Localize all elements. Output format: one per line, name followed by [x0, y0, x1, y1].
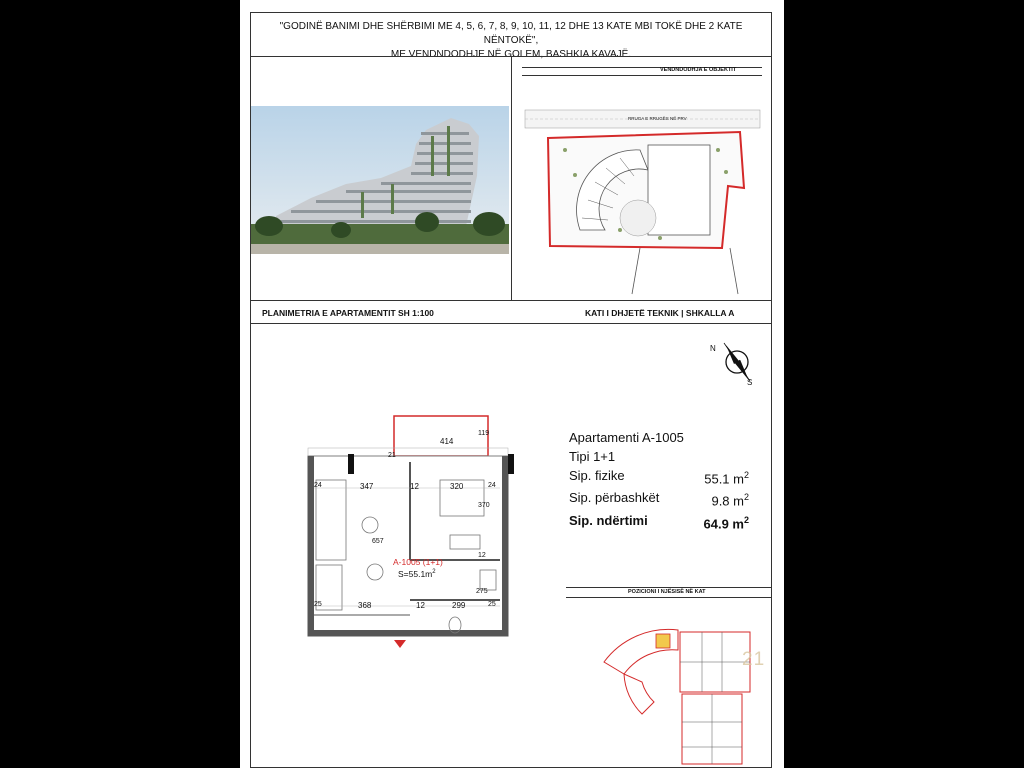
floor-plan-band-right: KATI I DHJETË TEKNIK | SHKALLA A	[585, 308, 735, 318]
area-label: Sip. fizike	[569, 468, 625, 483]
title-line-1: "GODINË BANIMI DHE SHËRBIMI ME 4, 5, 6, 7, 8, 9, 10, 11, 12 DHE 13 KATE MBI TOKË DHE 2 KATE NËNTOKË",	[279, 21, 743, 46]
site-plan-title: VENDNDODHJA E OBJEKTIT	[660, 67, 737, 73]
area-row-shared	[569, 488, 749, 510]
site-plan-bottom-rule	[522, 75, 762, 76]
dim-balcony-width: 414	[440, 437, 454, 446]
apartment-name: Apartamenti A-1005	[569, 430, 684, 445]
band-top-rule	[250, 300, 772, 301]
dim-living-depth: 657	[372, 538, 384, 545]
area-label: Sip. përbashkët	[569, 490, 660, 506]
dim-balcony-depth: 119	[478, 430, 490, 437]
header-column-divider	[511, 56, 512, 300]
area-row-built	[569, 511, 749, 533]
area-unit-sup: 2	[743, 470, 749, 480]
plan-area-sup: 2	[432, 569, 436, 576]
dim-bath-width: 299	[452, 601, 466, 610]
dim-left-wall: 24	[314, 482, 322, 489]
watermark: 21	[742, 649, 766, 670]
area-row-physical	[569, 466, 749, 488]
plan-area-label	[398, 569, 436, 579]
position-bottom-rule	[566, 597, 772, 598]
building-rendering	[251, 106, 509, 254]
area-unit-sup: 2	[743, 492, 749, 503]
position-title: POZICIONI I NJËSISË NË KAT	[628, 589, 706, 595]
position-top-rule	[566, 587, 772, 588]
dim-right-wall: 24	[488, 482, 496, 489]
dim-bedroom-width: 320	[450, 482, 464, 491]
dim-living-width: 347	[360, 482, 374, 491]
band-bottom-rule	[250, 323, 772, 324]
area-unit-sup: 2	[743, 514, 749, 525]
area-label: Sip. ndërtimi	[569, 512, 648, 528]
area-value: 9.8 m	[711, 493, 744, 509]
dim-bottom-right: 25	[488, 601, 496, 608]
apartment-floor-plan	[300, 410, 520, 650]
dim-wall-1: 12	[410, 482, 419, 491]
plan-area-value: S=55.1m	[398, 569, 433, 579]
position-key-plan	[582, 602, 772, 767]
dim-wall-2: 12	[478, 552, 486, 559]
apartment-info	[569, 428, 749, 533]
compass-north: N	[710, 344, 716, 353]
apartment-type: Tipi 1+1	[569, 449, 616, 464]
plan-unit-label: A-1005 (1+1)	[393, 557, 443, 567]
dim-bath-depth: 275	[476, 588, 488, 595]
compass-south: S	[747, 378, 753, 387]
dim-top-wall: 21	[388, 452, 396, 459]
area-value: 55.1 m	[704, 471, 744, 487]
dim-bedroom-depth: 370	[478, 502, 490, 509]
compass	[712, 340, 764, 390]
area-value: 64.9 m	[703, 515, 744, 531]
dim-wall-3: 12	[416, 601, 425, 610]
dim-kitchen-width: 368	[358, 601, 372, 610]
road-label: RRUGA E RRUGËS NË PRV	[628, 116, 687, 121]
dim-bottom-left: 25	[314, 601, 322, 608]
site-plan-drawing	[520, 80, 765, 295]
floor-plan-band-left: PLANIMETRIA E APARTAMENTIT SH 1:100	[262, 308, 434, 318]
title-line-2: ME VENDNDODHJE NË GOLEM, BASHKIA KAVAJË.	[390, 49, 632, 60]
